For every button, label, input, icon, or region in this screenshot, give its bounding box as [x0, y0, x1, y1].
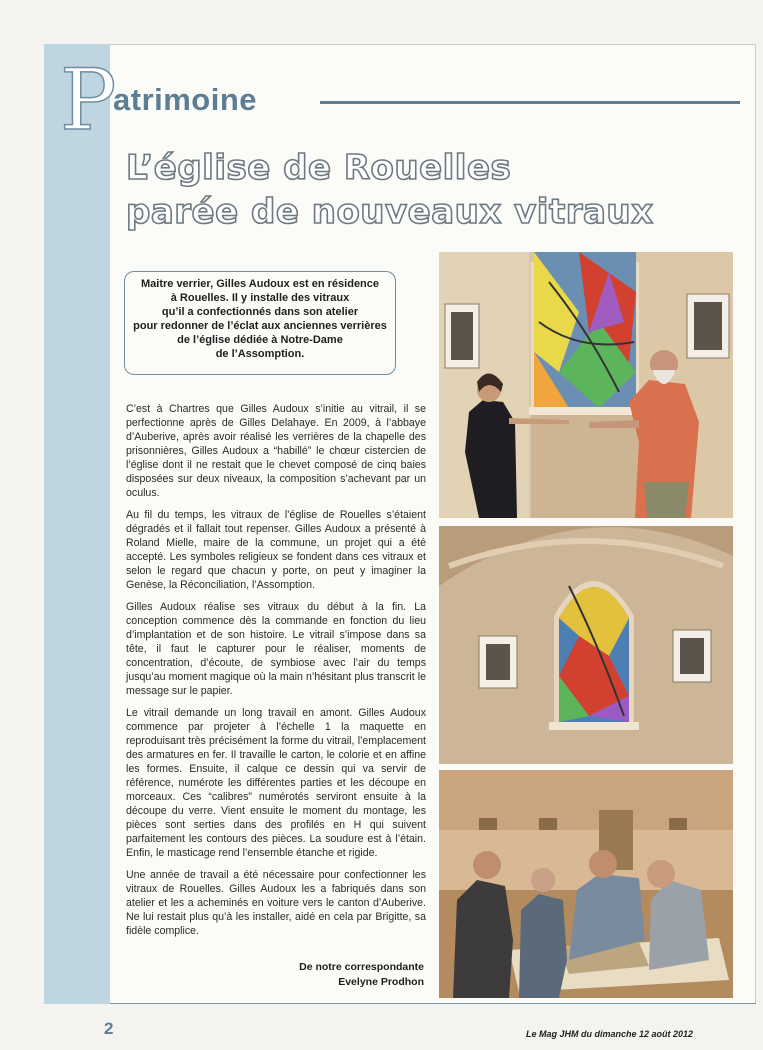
byline-role: De notre correspondante — [299, 961, 424, 973]
body-paragraph: Au fil du temps, les vitraux de l’église de Rouelles s’étaient dégradés et il fallait tout repenser. Gilles Audoux a présenté à Roland Mielle, maire de la commune, un projet qui a été accepté. Les symboles religieux se fondent dans ces vitraux et selon le regard que chacun y porte, on peut y imaginer la Genèse, la Réconciliation, l’Assomption. — [126, 509, 426, 591]
intro-line: de l’Assomption. — [215, 348, 305, 360]
body-paragraph: C’est à Chartres que Gilles Audoux s’initie au vitrail, il se perfectionne après de Gilles Delahaye. En 2009, à l’abbaye d’Auberive, après avoir réalisé les verrières de la chapelle des prisonnières, Gilles Audoux a “habillé” le chœur cistercien de l’église dont il ne restait que le chevet composé de cinq baies disposées sur deux niveaux, la composition s’achevant par un oculus. — [126, 403, 426, 499]
photo-installed-window — [439, 526, 733, 764]
intro-line: de l’église dédiée à Notre-Dame — [177, 334, 343, 346]
article-headline — [126, 146, 726, 234]
photo-workshop — [439, 770, 733, 998]
footer-issue: Le Mag JHM du dimanche 12 août 2012 — [526, 1029, 694, 1039]
rubric-initial: P — [60, 51, 117, 149]
page-number: 2 — [104, 1019, 114, 1038]
body-paragraph: Le vitrail demande un long travail en amont. Gilles Audoux commence par projeter à l’échelle 1 la maquette en reproduisant très précisément la forme du vitrail, l’emplacement des armatures en fer. Il travaille le carton, le colorie et en affine les formes. Ensuite, il calque ce dessin qui va servir de référence, numérote les différentes parties et les découpe en morceaux. Ces “calibres” numérotés serviront ensuite à la découpe du verre. Vient ensuite le moment du montage, les pièces sont serties dans des profilés en H qui suivent parfaitement les contours des pièces. La soudure est à l’étain. Enfin, le masticage rend l’ensemble étanche et rigide. — [126, 707, 426, 859]
rubric-label: atrimoine — [113, 82, 258, 117]
byline — [180, 960, 424, 990]
bottom-divider — [110, 1003, 756, 1004]
body-paragraph: Une année de travail a été nécessaire pour confectionner les vitraux de Rouelles. Gilles Audoux les a fabriqués dans son atelier et les a acheminés en voiture vers le canton d’Auberive. Ne lui restait plus qu’à les installer, aidé en cela par Brigitte, sa fidèle complice. — [126, 869, 426, 937]
intro-box — [124, 271, 396, 375]
intro-line: Maitre verrier, Gilles Audoux est en résidence — [140, 278, 380, 290]
intro-line: à Rouelles. Il y installe des vitraux — [170, 292, 350, 304]
intro-line: qu’il a confectionnés dans son atelier — [161, 306, 359, 318]
rubric-rule — [320, 101, 740, 104]
intro-line: pour redonner de l’éclat aux anciennes verrières — [133, 320, 387, 332]
byline-author: Evelyne Prodhon — [338, 976, 424, 988]
headline-line-2: parée de nouveaux vitraux — [126, 192, 654, 232]
body-paragraph: Gilles Audoux réalise ses vitraux du début à la fin. La conception commence dès la commande en fonction du lieu d’implantation et de son histoire. Le vitrail s’impose dans sa tête, il faut le capturer pour le réaliser, moments de concentration, d’écoute, de symbiose avec l’air du temps jusqu’au moment magique où la main n’hésitant plus transcrit le message sur le papier. — [126, 601, 426, 697]
side-color-band — [44, 44, 110, 1004]
photo-window-presentation — [439, 252, 733, 518]
headline-line-1: L’église de Rouelles — [126, 148, 512, 188]
article-body — [126, 402, 426, 946]
